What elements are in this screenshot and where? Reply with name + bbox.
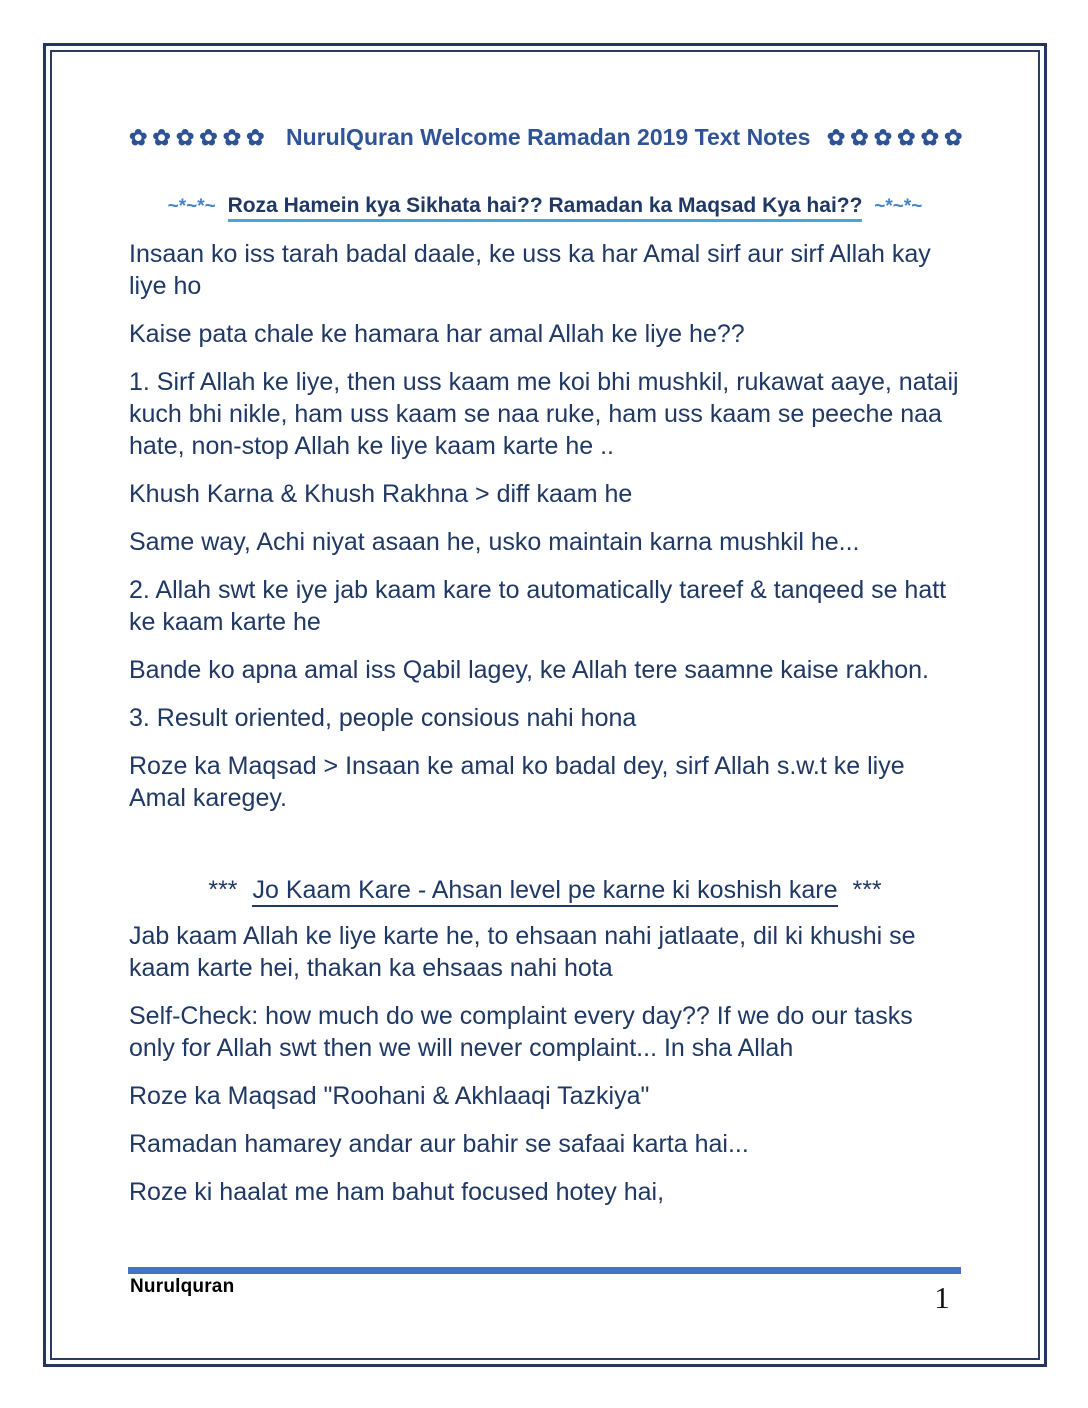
- subsection-heading-text: Jo Kaam Kare - Ahsan level pe karne ki koshish kare: [252, 876, 837, 907]
- footer-org-name: Nurulquran: [130, 1276, 235, 1297]
- body-paragraph: 1. Sirf Allah ke liye, then uss kaam me koi bhi mushkil, rukawat aaye, nataij kuch bhi nikle, ham uss kaam se naa ruke, ham uss kaam se peeche naa hate, non-stop Allah ke liye kaam karte he ..: [129, 368, 959, 460]
- body-paragraph: Bande ko apna amal iss Qabil lagey, ke Allah tere saamne kaise rakhon.: [129, 656, 929, 684]
- body-paragraph: 3. Result oriented, people consious nahi hona: [129, 704, 637, 732]
- stars-ornament-right: ***: [852, 876, 882, 904]
- document-header: [129, 122, 968, 153]
- body-paragraph: Same way, Achi niyat asaan he, usko maintain karna mushkil he...: [129, 528, 860, 556]
- body-paragraph: Roze ka Maqsad > Insaan ke amal ko badal dey, sirf Allah s.w.t ke liye Amal karegey.: [129, 752, 905, 812]
- document-title: NurulQuran Welcome Ramadan 2019 Text Notes: [286, 124, 811, 150]
- body-paragraph: Roze ki haalat me ham bahut focused hotey hai,: [129, 1178, 665, 1206]
- body-paragraph: 2. Allah swt ke iye jab kaam kare to automatically tareef & tanqeed se hatt ke kaam karte he: [129, 576, 947, 636]
- flower-ornament-right: ✿✿✿✿✿✿: [826, 125, 968, 150]
- body-paragraph: Kaise pata chale ke hamara har amal Allah ke liye he??: [129, 320, 745, 348]
- body-paragraph: Khush Karna & Khush Rakhna > diff kaam he: [129, 480, 633, 508]
- body-paragraph: Insaan ko iss tarah badal daale, ke uss ka har Amal sirf aur sirf Allah kay liye ho: [129, 240, 931, 300]
- subsection-heading: [129, 874, 961, 906]
- flower-ornament-left: ✿✿✿✿✿✿: [129, 125, 270, 150]
- page-content: [129, 122, 968, 1224]
- notes-body: [129, 238, 961, 1208]
- page-number: 1: [934, 1280, 950, 1315]
- body-paragraph: Roze ka Maqsad "Roohani & Akhlaaqi Tazkiya": [129, 1082, 650, 1110]
- body-paragraph: Jab kaam Allah ke liye karte he, to ehsaan nahi jatlaate, dil ki khushi se kaam karte hei, thakan ka ehsaas nahi hota: [129, 922, 916, 982]
- footer-rule: [128, 1267, 961, 1274]
- tilde-ornament-left: ~*~*~: [167, 196, 216, 217]
- section-title-text: Roza Hamein kya Sikhata hai?? Ramadan ka Maqsad Kya hai??: [228, 194, 863, 222]
- body-paragraph: Self-Check: how much do we complaint every day?? If we do our tasks only for Allah swt then we will never complaint... In sha Allah: [129, 1002, 913, 1062]
- stars-ornament-left: ***: [208, 876, 238, 904]
- body-paragraph: Ramadan hamarey andar aur bahir se safaai karta hai...: [129, 1130, 749, 1158]
- section-title: [129, 193, 961, 220]
- tilde-ornament-right: ~*~*~: [874, 196, 923, 217]
